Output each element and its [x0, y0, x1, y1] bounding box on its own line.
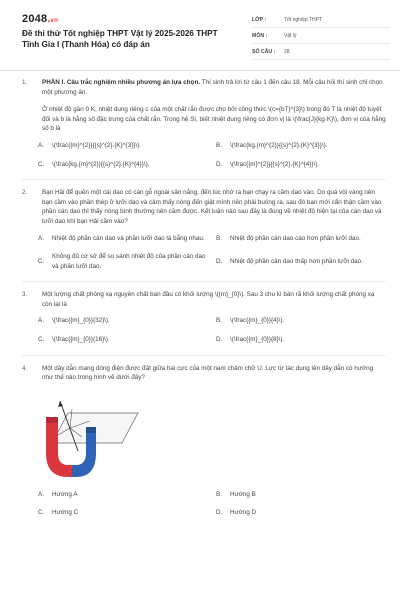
question-list	[22, 78, 386, 524]
u-magnet-diagram	[38, 391, 148, 483]
option-text: Hướng B	[230, 490, 256, 498]
info-key: MÔN :	[252, 32, 268, 39]
option-text: \(\frac{{m}_{0}}{32}\).	[52, 317, 110, 325]
option-d[interactable]	[216, 252, 386, 271]
option-a[interactable]	[38, 490, 208, 500]
option-letter: D.	[216, 335, 223, 343]
option-letter: A.	[38, 141, 44, 149]
option-text: \(\frac{kg.{m}^{2}}{{s}^{2}.{K}^{3}}\).	[230, 141, 328, 149]
option-text: \(\frac{{m}_{0}}{16}\).	[52, 335, 110, 343]
divider	[22, 355, 386, 356]
option-text: \(\frac{{m}_{0}}{8}\).	[230, 335, 285, 343]
logo-dot: .	[47, 13, 51, 25]
option-text: Hướng C	[52, 509, 79, 517]
option-c[interactable]	[38, 160, 208, 170]
header	[0, 0, 400, 71]
option-b[interactable]	[216, 141, 386, 151]
site-logo[interactable]	[22, 13, 58, 25]
magnet-north-top	[46, 417, 58, 423]
info-row-class	[252, 12, 390, 28]
option-a[interactable]	[38, 234, 208, 244]
options	[38, 141, 386, 169]
options	[38, 490, 386, 518]
option-letter: B.	[216, 317, 222, 325]
logo-main: 2048	[22, 13, 48, 25]
question-2	[22, 188, 386, 271]
question-number: 2.	[22, 189, 28, 197]
info-value: Tốt nghiệp THPT	[284, 16, 322, 23]
option-letter: A.	[38, 490, 44, 498]
option-letter: C.	[38, 509, 45, 517]
option-text: Nhiệt độ phần cán dao và phần lưỡi dao là bằng nhau.	[52, 234, 205, 242]
option-letter: B.	[216, 234, 222, 242]
question-number: 3.	[22, 291, 28, 299]
option-d[interactable]	[216, 160, 386, 170]
question-3	[22, 290, 386, 344]
option-letter: B.	[216, 141, 222, 149]
option-b[interactable]	[216, 316, 386, 326]
divider	[22, 281, 386, 282]
option-text: \(\frac{{m}_{0}}{4}\).	[230, 317, 285, 325]
option-d[interactable]	[216, 335, 386, 345]
question-1	[22, 78, 386, 169]
option-letter: A.	[38, 234, 44, 242]
option-letter: D.	[216, 509, 223, 517]
option-c[interactable]	[38, 508, 208, 518]
option-a[interactable]	[38, 141, 208, 151]
option-text: \(\frac{kg.{m}^{2}}{{s}^{2}.{K}^{4}}\).	[52, 160, 150, 168]
option-letter: C.	[38, 257, 45, 265]
option-text: Nhiệt độ phần cán dao cao hơn phần lưỡi dao.	[230, 234, 361, 242]
section-intro	[42, 78, 386, 97]
info-row-subject	[252, 28, 390, 44]
question-text: Bạn Hải để quên một cái dao có cán gỗ ngoài sân nắng, đến lúc nhớ ra bạn chạy ra cầm dao vào. Do quá vội vàng nên bạn cầm vào phần thép ở lưỡi dao và cảm thấy nóng đến giật mình nên phải buông ra, sau đó bạn mới cẩn thận cầm vào phần cán dao thì thấy nóng bình thường nên cầm được. Kết luận nào sau đây là đúng về nhiệt độ hiện tại của cán dao và lưỡi dao khi bạn Hải cầm vào?	[42, 189, 382, 225]
option-letter: D.	[216, 160, 223, 168]
question-number: 4.	[22, 364, 28, 372]
logo-tld: vn	[50, 18, 58, 24]
info-value: 28	[284, 48, 290, 55]
option-c[interactable]	[38, 335, 208, 345]
question-number: 1.	[22, 79, 28, 86]
option-letter: A.	[38, 317, 44, 325]
option-letter: B.	[216, 490, 222, 498]
option-text: Hướng A	[52, 490, 78, 498]
option-text: Không đủ cơ sở để so sánh nhiệt độ của phần cán dao và phần lưỡi dao.	[52, 253, 206, 270]
option-a[interactable]	[38, 316, 208, 326]
options	[38, 316, 386, 344]
magnet-south-top	[86, 427, 96, 433]
section-text: Thí sinh trả lời từ câu 1 đến câu 18. Mỗi câu hỏi thí sinh chỉ chọn một phương án.	[42, 79, 383, 96]
options	[38, 234, 386, 272]
option-c[interactable]	[38, 252, 208, 271]
current-arrow-icon	[58, 401, 63, 407]
info-panel	[252, 12, 390, 60]
option-letter: D.	[216, 257, 223, 265]
option-text: \(\frac{{m}^{2}}{{s}^{2}.{K}^{3}}\).	[52, 141, 142, 149]
option-b[interactable]	[216, 234, 386, 244]
option-b[interactable]	[216, 490, 386, 500]
option-text: Hướng D	[230, 509, 257, 517]
question-text: Một dây dẫn mang dòng điện được đặt giữa hai cực của một nam châm chữ U. Lực từ tác dụng lên dây dẫn có hướng như thế nào trong hình vẽ dưới đây?	[42, 364, 374, 382]
info-row-count	[252, 44, 390, 60]
question-4	[22, 364, 386, 518]
info-key: SỐ CÂU :	[252, 48, 276, 55]
section-label: PHẦN I. Câu trắc nghiệm nhiều phương án lựa chọn.	[42, 79, 201, 86]
option-text: Nhiệt độ phần cán dao thấp hơn phần lưỡi dao.	[230, 257, 363, 265]
question-text: Một lượng chất phóng xạ nguyên chất ban đầu có khối lượng \({m}_{0}\). Sau 3 chu kì bán rã khối lượng chất phóng xạ còn lại là	[42, 291, 375, 308]
option-d[interactable]	[216, 508, 386, 518]
info-value: Vật lý	[284, 32, 297, 39]
question-text: Ở nhiệt độ gần 0 K, nhiệt dung riêng c của một chất rắn được cho bởi công thức \(c={bT}^{3}\) trong đó T là nhiệt độ tuyệt đối và b là hằng số đặc trưng của chất rắn. Trong hệ SI, biết nhiệt dung riêng có đơn vị là \(\frac{J}{kg·K}\), đơn vị của hằng số b là	[42, 106, 386, 133]
document-title: Đề thi thử Tốt nghiệp THPT Vật lý 2025-2026 THPT Tĩnh Gia I (Thanh Hóa) có đáp án	[22, 29, 218, 49]
option-letter: C.	[38, 335, 45, 343]
option-text: \(\frac{{m}^{2}}{{s}^{2}.{K}^{4}}\).	[230, 160, 320, 168]
magnet-figure	[38, 391, 386, 483]
divider	[22, 179, 386, 180]
option-letter: C.	[38, 160, 45, 168]
info-key: LỚP :	[252, 16, 267, 23]
